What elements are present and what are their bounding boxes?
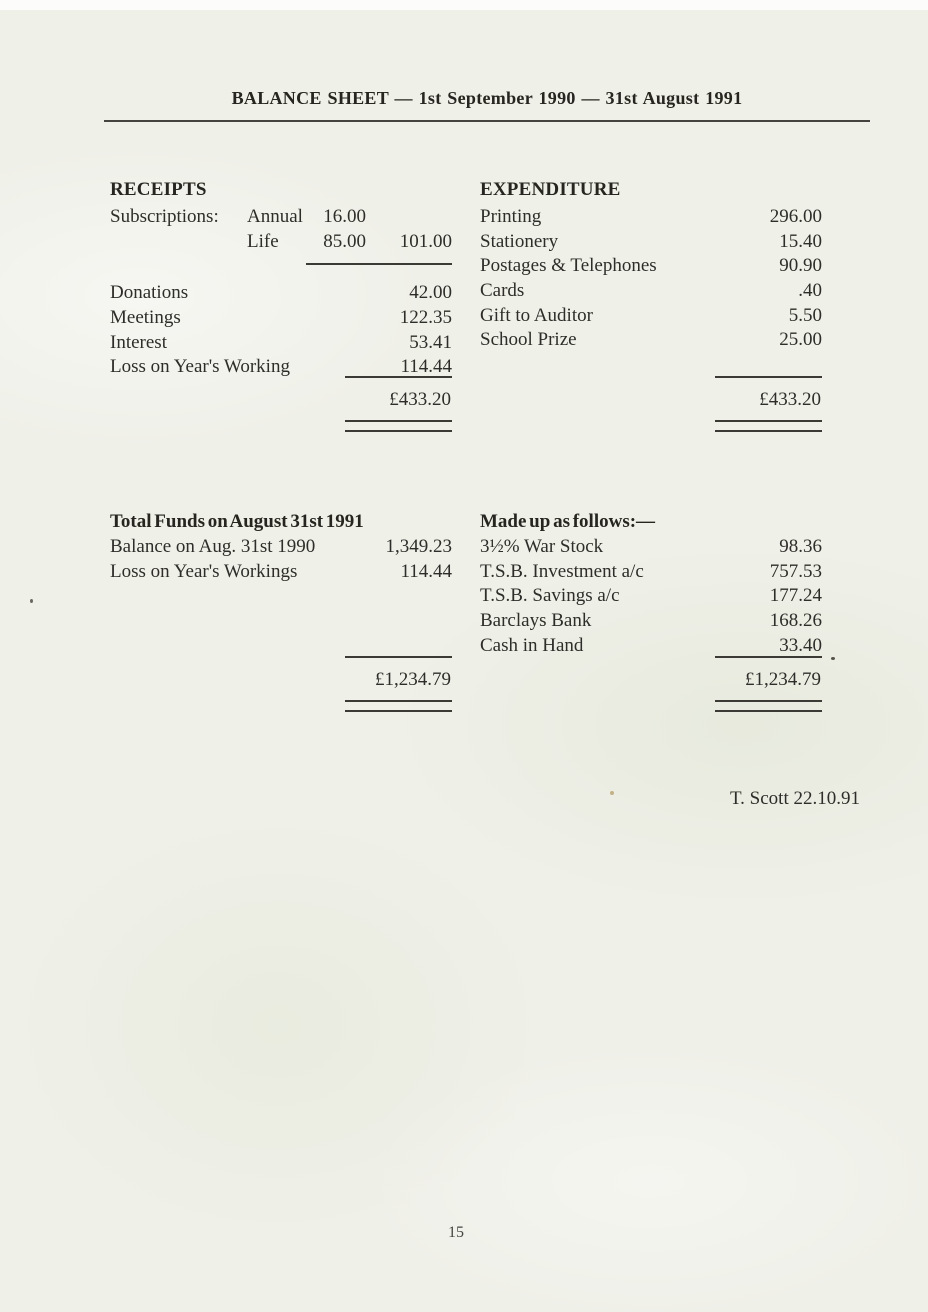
row-amount: 757.53	[769, 560, 822, 582]
row-amount: 15.40	[779, 230, 822, 252]
row-amount: 1,349.23	[385, 536, 452, 557]
subscriptions-subtotal-rule	[306, 254, 452, 265]
subscription-total	[366, 205, 452, 230]
expenditure-total-group	[480, 376, 822, 432]
row-label: Meetings	[110, 307, 181, 329]
made-up-row	[480, 609, 822, 634]
subscription-name: Life	[247, 230, 279, 252]
subscription-name: Annual	[247, 206, 303, 227]
receipts-total-group	[110, 376, 452, 432]
scan-speck	[30, 599, 33, 603]
row-amount: 177.24	[769, 585, 822, 607]
total-funds-heading: Total Funds on August 31st 1991	[110, 511, 364, 532]
expenditure-row	[480, 254, 822, 279]
made-up-total-group	[480, 656, 822, 712]
page-number: 15	[448, 1224, 464, 1241]
row-amount: 114.44	[400, 560, 452, 582]
expenditure-section	[480, 178, 822, 353]
total-funds-total: £1,234.79	[375, 669, 451, 690]
title-block	[104, 88, 870, 122]
subscriptions-row-annual	[110, 205, 452, 230]
made-up-row	[480, 634, 822, 659]
subscriptions-label: Subscriptions:	[110, 206, 219, 227]
receipts-row	[110, 281, 452, 306]
receipts-section	[110, 178, 452, 380]
made-up-total: £1,234.79	[745, 669, 821, 690]
row-amount: 33.40	[779, 634, 822, 656]
expenditure-row	[480, 230, 822, 255]
row-amount: 168.26	[769, 610, 822, 632]
row-amount: .40	[798, 280, 822, 302]
total-funds-row	[110, 535, 452, 560]
double-rule	[345, 700, 452, 712]
expenditure-total: £433.20	[759, 389, 821, 410]
row-label: Balance on Aug. 31st 1990	[110, 536, 316, 557]
made-up-heading: Made up as follows:—	[480, 511, 656, 532]
made-up-row	[480, 560, 822, 585]
expenditure-row	[480, 279, 822, 304]
row-amount: 296.00	[769, 206, 822, 227]
row-label: Gift to Auditor	[480, 304, 593, 326]
row-label: Postages & Telephones	[480, 255, 657, 277]
row-label: T.S.B. Savings a/c	[480, 585, 620, 607]
page-title: BALANCE SHEET — 1st September 1990 — 31st August 1991	[231, 88, 743, 108]
receipts-row	[110, 331, 452, 356]
made-up-row	[480, 584, 822, 609]
scan-speck	[610, 791, 614, 795]
row-amount: 90.90	[779, 255, 822, 277]
made-up-row	[480, 535, 822, 560]
row-amount: 53.41	[409, 331, 452, 353]
signature-line: T. Scott 22.10.91	[729, 788, 860, 809]
scan-speck	[831, 657, 835, 660]
row-label: Barclays Bank	[480, 610, 592, 632]
subscriptions-row-life	[110, 230, 452, 255]
row-label: 3½% War Stock	[480, 536, 604, 557]
row-label: T.S.B. Investment a/c	[480, 560, 644, 582]
row-label: School Prize	[480, 329, 577, 351]
title-rule	[104, 120, 870, 122]
row-amount: 42.00	[409, 282, 452, 304]
row-amount: 5.50	[788, 304, 822, 326]
row-label: Printing	[480, 206, 542, 227]
subscription-amount: 85.00	[323, 230, 366, 252]
subscription-amount: 16.00	[323, 206, 366, 227]
row-label: Interest	[110, 331, 167, 353]
expenditure-row	[480, 304, 822, 329]
row-label: Cards	[480, 280, 525, 302]
total-funds-row	[110, 560, 452, 585]
receipts-heading: RECEIPTS	[110, 179, 207, 200]
total-funds-section	[110, 510, 452, 584]
made-up-section	[480, 510, 822, 658]
double-rule	[345, 420, 452, 432]
expenditure-heading: EXPENDITURE	[480, 179, 621, 200]
double-rule	[715, 420, 822, 432]
expenditure-row	[480, 328, 822, 353]
row-label: Cash in Hand	[480, 634, 584, 656]
receipts-row	[110, 306, 452, 331]
row-amount: 98.36	[779, 536, 822, 557]
row-amount: 122.35	[399, 307, 452, 329]
row-amount: 114.44	[400, 356, 452, 378]
scanned-page	[0, 10, 928, 1312]
row-label: Loss on Year's Working	[110, 356, 290, 378]
row-label: Donations	[110, 282, 189, 304]
row-label: Stationery	[480, 230, 559, 252]
row-label: Loss on Year's Workings	[110, 560, 298, 582]
subscription-total: 101.00	[399, 230, 452, 252]
row-amount: 25.00	[779, 329, 822, 351]
expenditure-row	[480, 205, 822, 230]
double-rule	[715, 700, 822, 712]
total-funds-total-group	[110, 656, 452, 712]
receipts-total: £433.20	[389, 389, 451, 410]
